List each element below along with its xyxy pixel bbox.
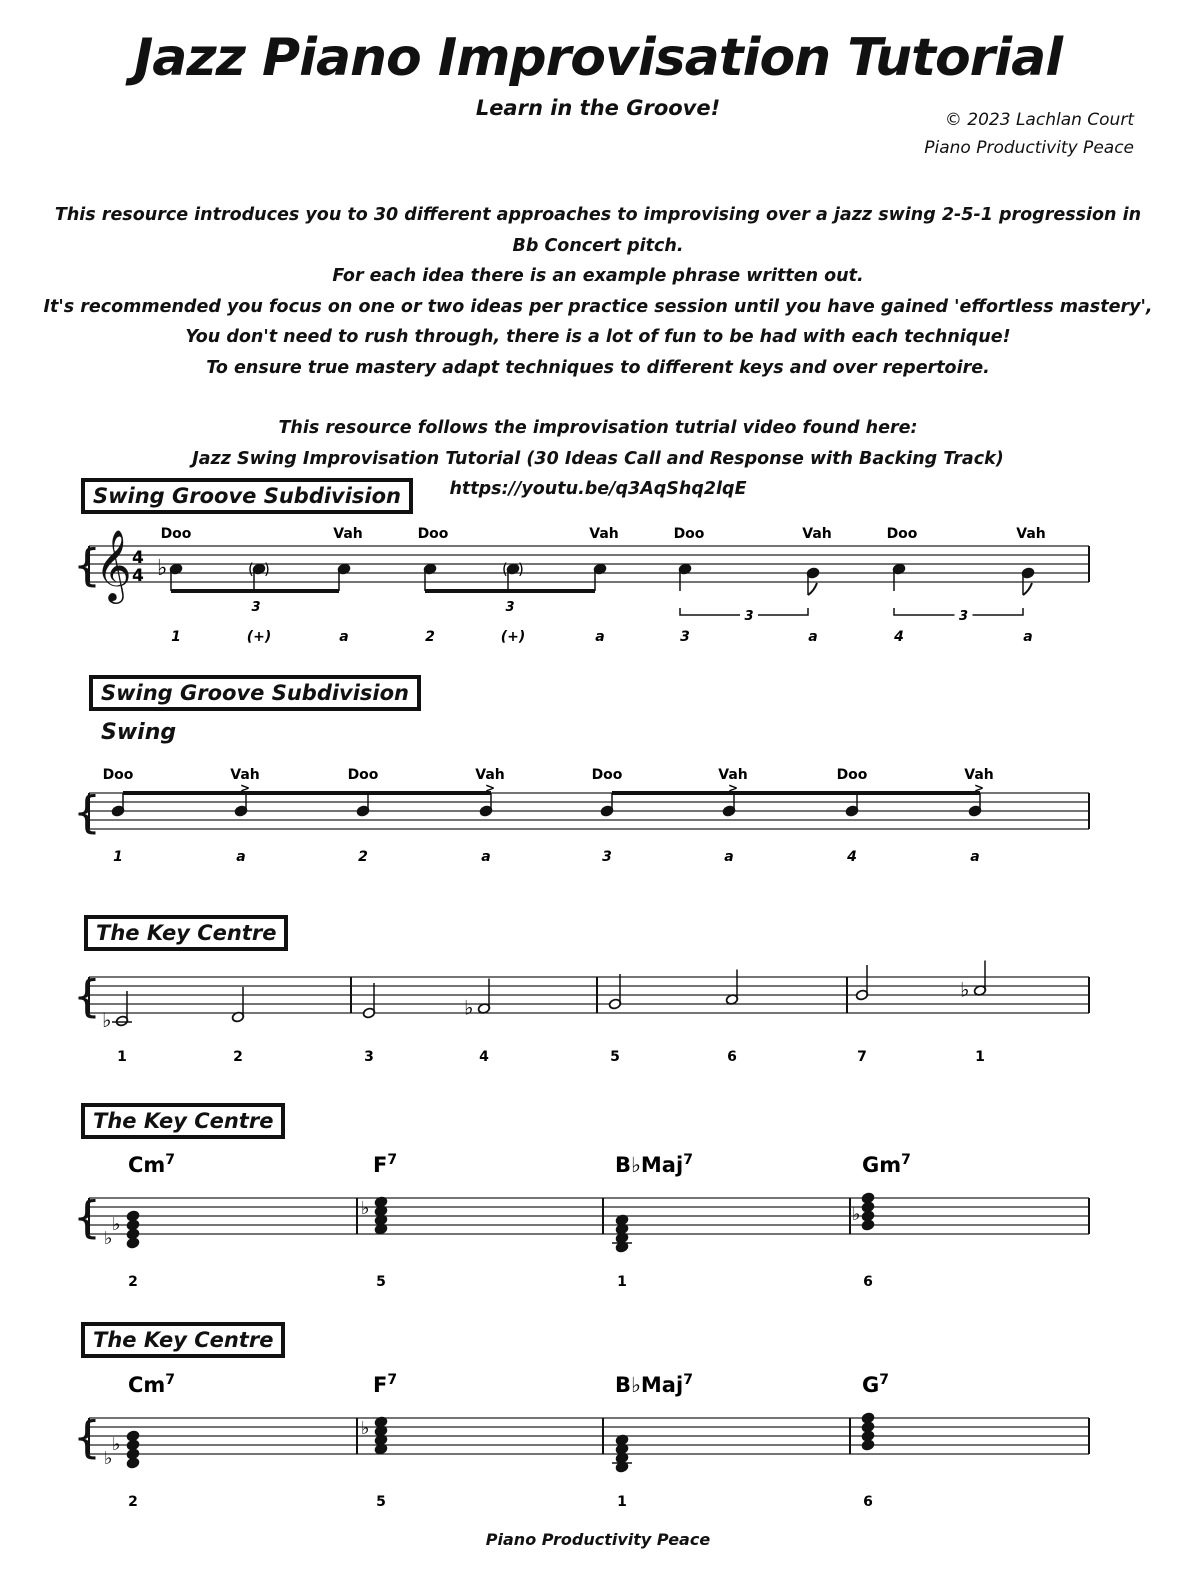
accent-icon: > [239,781,251,795]
flat-icon: ♭ [102,1008,112,1032]
accent-icon: > [484,781,496,795]
count-label: (+) [246,629,272,645]
paren-icon: ) [264,560,270,578]
chord-symbol: Cm$^7$ [128,1372,176,1397]
syllable-label: Doo [673,526,705,542]
syllable-label: Vah [1016,526,1046,542]
video-link[interactable]: https://youtu.be/q3AqShq2lqE [449,479,747,499]
count-label: a [724,849,734,865]
notehead [861,1439,874,1451]
flat-icon: ♭ [112,1214,121,1235]
triplet-number: 3 [958,609,969,624]
notehead [126,1457,139,1469]
time-signature-bottom: 4 [132,566,144,586]
chord-symbol: $G^7$ [862,1372,889,1397]
flat-icon: ♭ [361,1198,370,1219]
count-label: 3 [680,629,690,645]
brace-icon: { [73,540,101,591]
count-label: 3 [602,849,612,865]
section-title-key-centre-1: The Key Centre [84,915,288,951]
notation-key-centre-chords-1 [0,1150,1196,1290]
brace-icon: { [73,1192,101,1243]
syllable-label: Doo [102,767,134,783]
section-title-swing-groove-2: Swing Groove Subdivision [89,675,421,711]
chord-symbol: $F^7$ [373,1152,398,1177]
paren-icon: ( [248,560,254,578]
scale-degree-label: 5 [376,1494,386,1510]
notehead [861,1219,874,1231]
notation-key-centre-chords-2 [0,1370,1196,1510]
count-label: 1 [171,629,181,645]
intro-line: For each idea there is an example phrase written out. [332,266,864,286]
intro-text [40,200,1156,505]
triplet-number: 3 [251,600,261,615]
scale-degree-label: 3 [364,1049,374,1065]
scale-degree-label: 2 [233,1049,243,1065]
syllable-label: Doo [417,526,449,542]
page-title: Jazz Piano Improvisation Tutorial [133,28,1063,88]
scale-degree-label: 1 [117,1049,127,1065]
count-label: 1 [113,849,123,865]
syllable-label: Vah [475,767,505,783]
count-label: a [595,629,605,645]
scale-degree-label: 6 [727,1049,737,1065]
notation-swing-subdivision [0,755,1196,875]
intro-line: It's recommended you focus on one or two ideas per practice session until you have gained 'effortless mastery', [43,296,1153,317]
brand-text: Piano Productivity Peace [924,138,1134,158]
flat-icon: ♭ [112,1434,121,1455]
syllable-label: Doo [160,526,192,542]
scale-degree-label: 1 [617,1494,627,1510]
syllable-label: Doo [347,767,379,783]
flat-icon: ♭ [104,1228,113,1249]
brace-icon: { [73,971,101,1022]
flat-icon: ♭ [852,1204,861,1225]
count-label: a [236,849,246,865]
count-label: 2 [358,849,368,865]
syllable-label: Doo [886,526,918,542]
intro-line: To ensure true mastery adapt techniques to different keys and over repertoire. [206,357,990,378]
notation-swing-subdivision-triplet [0,520,1196,660]
scale-degree-label: 2 [128,1274,138,1290]
triplet-number: 3 [744,609,754,624]
notation-key-centre-scale [0,965,1196,1075]
syllable-label: Doo [591,767,623,783]
syllable-label: Vah [802,526,832,542]
flag [808,583,817,595]
count-label: (+) [500,629,526,645]
video-title-line: Jazz Swing Improvisation Tutorial (30 Ideas Call and Response with Backing Track) [192,448,1004,469]
scale-degree-label: 1 [975,1049,985,1065]
scale-degree-label: 5 [376,1274,386,1290]
triplet-number: 3 [505,600,515,615]
chord-symbol: B♭Maj$^7$ [615,1372,693,1397]
count-label: a [339,629,349,645]
syllable-label: Doo [836,767,868,783]
notehead [126,1237,139,1249]
syllable-label: Vah [718,767,748,783]
scale-degree-label: 5 [610,1049,620,1065]
count-label: 4 [847,849,857,865]
syllable-label: Vah [333,526,363,542]
intro-line: You don't need to rush through, there is a lot of fun to be had with each technique! [185,327,1011,347]
scale-degree-label: 7 [857,1049,867,1065]
flag [1023,583,1032,595]
footer-brand: Piano Productivity Peace [485,1530,711,1549]
paren-icon: ) [518,560,524,578]
copyright-text: © 2023 Lachlan Court [944,110,1134,130]
chord-symbol: Gm$^7$ [862,1152,911,1177]
section-title-key-centre-2: The Key Centre [81,1103,285,1139]
syllable-label: Vah [230,767,260,783]
accent-icon: > [973,781,985,795]
syllable-label: Vah [964,767,994,783]
scale-degree-label: 6 [863,1274,873,1290]
brace-icon: { [73,787,101,838]
chord-symbol: $F^7$ [373,1372,398,1397]
chord-symbol: Cm$^7$ [128,1152,176,1177]
time-signature-top: 4 [132,548,144,568]
flat-icon: ♭ [361,1418,370,1439]
flat-icon: ♭ [960,977,970,1002]
section-title-swing-groove-1: Swing Groove Subdivision [81,478,413,514]
flat-icon: ♭ [104,1448,113,1469]
scale-degree-label: 4 [479,1049,489,1065]
scale-degree-label: 2 [128,1494,138,1510]
brace-icon: { [73,1412,101,1463]
scale-degree-label: 1 [617,1274,627,1290]
syllable-label: Vah [589,526,619,542]
tempo-marking: Swing [101,720,177,745]
count-label: a [1023,629,1033,645]
count-label: a [481,849,491,865]
flat-icon: ♭ [464,995,474,1020]
paren-icon: ( [502,560,508,578]
scale-degree-label: 6 [863,1494,873,1510]
section-title-key-centre-3: The Key Centre [81,1322,285,1358]
count-label: a [970,849,980,865]
count-label: a [808,629,818,645]
intro-line: This resource introduces you to 30 different approaches to improvising over a jazz swing 2-5-1 progression in Bb Concert pitch. [54,205,1142,256]
video-intro-line: This resource follows the improvisation tutrial video found here: [278,418,918,438]
accent-icon: > [727,781,739,795]
chord-symbol: B♭Maj$^7$ [615,1152,693,1177]
copyright-block [924,106,1134,162]
flat-icon: ♭ [157,556,168,581]
page-subtitle: Learn in the Groove! [475,96,721,120]
count-label: 2 [425,629,435,645]
count-label: 4 [894,629,904,645]
treble-clef-icon: 𝄞 [95,528,132,601]
